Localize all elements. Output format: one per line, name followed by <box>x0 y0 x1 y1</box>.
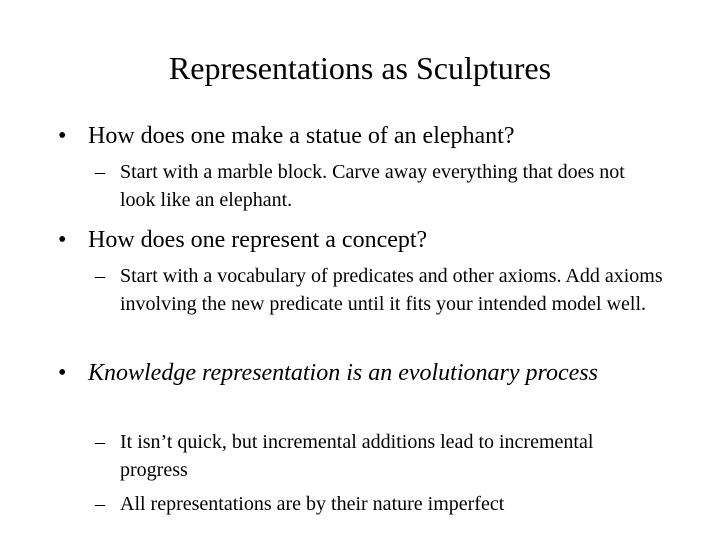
bullet-2 <box>58 224 678 256</box>
sub-bullet-text: Start with a vocabulary of predicates and other axioms. Add axioms involving the new predicate until it fits your intended model well. <box>120 265 663 315</box>
sub-bullet-3-2 <box>95 490 665 518</box>
sub-bullet-2-1 <box>95 262 665 318</box>
bullet-mark: • <box>58 360 67 386</box>
sub-bullet-text: It isn’t quick, but incremental additions lead to incremental progress <box>120 431 594 481</box>
sub-bullet-text: Start with a marble block. Carve away everything that does not look like an elephant. <box>120 161 625 211</box>
bullet-text: How does one make a statue of an elephant? <box>88 123 515 149</box>
slide-title: Representations as Sculptures <box>168 50 552 86</box>
bullet-text: Knowledge representation is an evolutionary process <box>88 360 598 386</box>
sub-bullet-3-1 <box>95 428 665 484</box>
sub-bullet-mark: – <box>95 161 105 183</box>
sub-bullet-text: All representations are by their nature imperfect <box>120 493 505 515</box>
bullet-mark: • <box>58 227 67 253</box>
sub-bullet-1-1 <box>95 158 665 214</box>
sub-bullet-mark: – <box>95 431 105 453</box>
bullet-1 <box>58 120 678 152</box>
bullet-mark: • <box>58 123 67 149</box>
sub-bullet-mark: – <box>95 493 105 515</box>
bullet-3 <box>58 357 678 389</box>
sub-bullet-mark: – <box>95 265 105 287</box>
bullet-text: How does one represent a concept? <box>88 227 428 253</box>
